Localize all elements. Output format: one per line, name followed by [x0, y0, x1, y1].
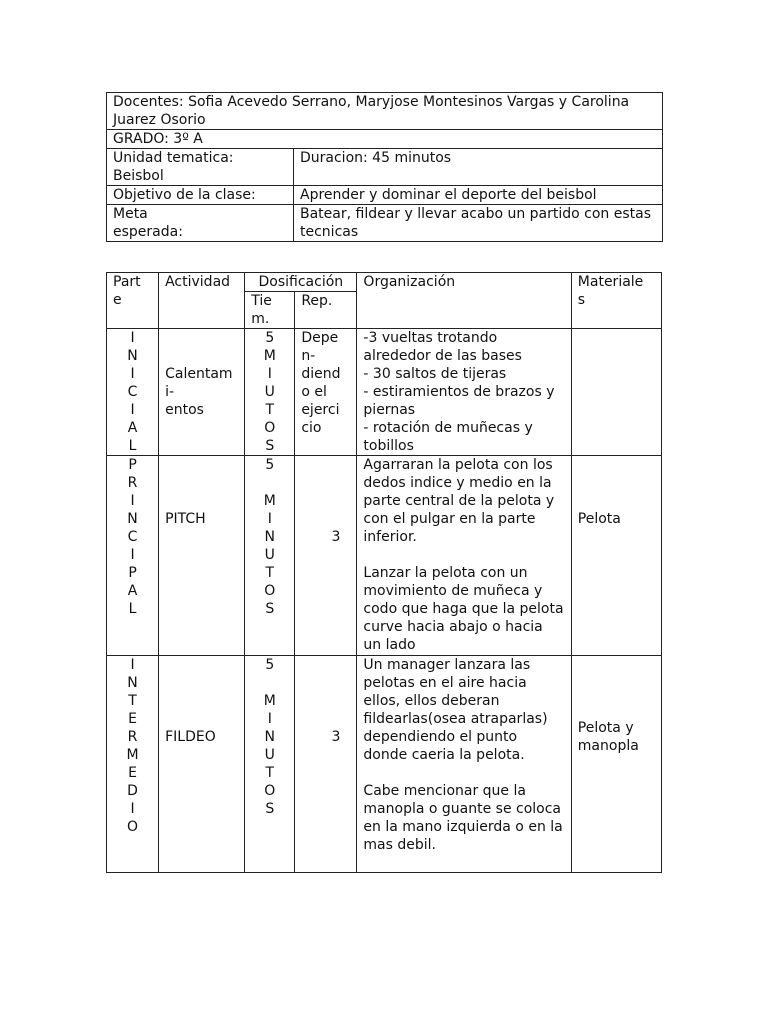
- tiempo-cell: 5 M I N U T O S: [245, 656, 295, 873]
- materiales-cell: Pelota y manopla: [571, 656, 661, 873]
- meta-value: Batear, fildear y llevar acabo un partido con estas tecnicas: [294, 205, 663, 242]
- docentes-cell: Docentes: Sofia Acevedo Serrano, Maryjose Montesinos Vargas y Carolina Juarez Osorio: [107, 93, 663, 130]
- materiales-cell: Pelota: [571, 456, 661, 656]
- table-row: [107, 656, 662, 873]
- grado-cell: GRADO: 3º A: [107, 130, 663, 149]
- col-header-rep: Rep.: [295, 292, 357, 329]
- actividad-cell: FILDEO: [159, 656, 245, 873]
- col-header-actividad: Actividad: [159, 273, 245, 329]
- rep-cell: Depe n- diend o el ejerci cio: [295, 329, 357, 456]
- lesson-plan-table: [106, 272, 662, 873]
- organizacion-cell: Agarraran la pelota con los dedos indice y medio en la parte central de la pelota y con el pulgar en la parte inferior. Lanzar la pelota con un movimiento de muñeca y codo que haga que la pelota curve hacia abajo o hacia un lado: [357, 456, 571, 656]
- tiempo-cell: 5 M I N U T O S: [245, 456, 295, 656]
- col-header-materiales: Materiale s: [571, 273, 661, 329]
- rep-cell: 3: [295, 456, 357, 656]
- col-header-dosificacion: Dosificación: [245, 273, 357, 292]
- lesson-header-table: [106, 92, 663, 242]
- materiales-cell: [571, 329, 661, 456]
- col-header-tiempo: Tie m.: [245, 292, 295, 329]
- organizacion-cell: -3 vueltas trotando alrededor de las bases - 30 saltos de tijeras - estiramientos de brazos y piernas - rotación de muñecas y tobillos: [357, 329, 571, 456]
- objetivo-value: Aprender y dominar el deporte del beisbol: [294, 186, 663, 205]
- unidad-tematica-cell: Unidad tematica: Beisbol: [107, 149, 294, 186]
- table-row: [107, 456, 662, 656]
- col-header-organizacion: Organización: [357, 273, 571, 329]
- organizacion-cell: Un manager lanzara las pelotas en el aire hacia ellos, ellos deberan fildearlas(osea atraparlas) dependiendo el punto donde caeria la pelota. Cabe mencionar que la manopla o guante se coloca en la mano izquierda o en la mas debil.: [357, 656, 571, 873]
- table-row: [107, 329, 662, 456]
- tiempo-cell: 5 M I U T O S: [245, 329, 295, 456]
- actividad-cell: PITCH: [159, 456, 245, 656]
- parte-cell: I N T E R M E D I O: [107, 656, 159, 873]
- rep-cell: 3: [295, 656, 357, 873]
- meta-label: Meta esperada:: [107, 205, 294, 242]
- actividad-cell: Calentam i- entos: [159, 329, 245, 456]
- duracion-cell: Duracion: 45 minutos: [294, 149, 663, 186]
- objetivo-label: Objetivo de la clase:: [107, 186, 294, 205]
- parte-cell: P R I N C I P A L: [107, 456, 159, 656]
- parte-cell: I N I C I A L: [107, 329, 159, 456]
- col-header-parte: Part e: [107, 273, 159, 329]
